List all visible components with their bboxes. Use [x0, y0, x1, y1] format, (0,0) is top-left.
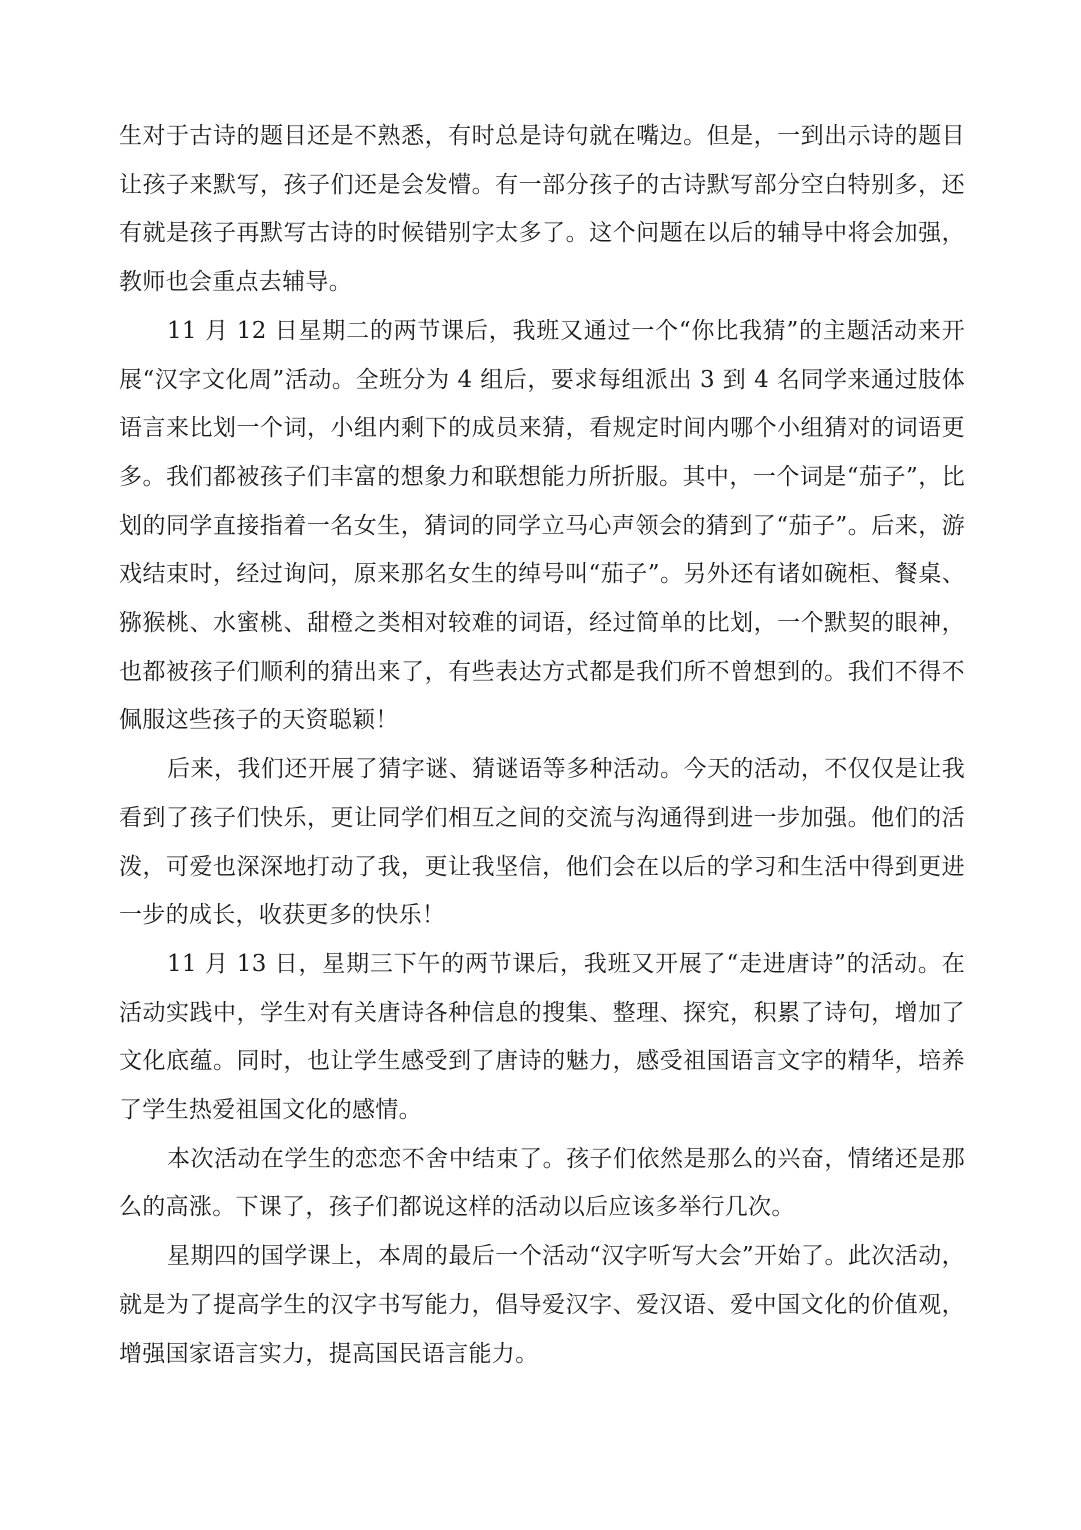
document-body [119, 112, 965, 1378]
paragraph-3: 后来，我们还开展了猜字谜、猜谜语等多种活动。今天的活动，不仅仅是让我看到了孩子们快乐，更让同学们相互之间的交流与沟通得到进一步加强。他们的活泼，可爱也深深地打动了我，更让我坚信，他们会在以后的学习和生活中得到更进一步的成长，收获更多的快乐！ [119, 756, 965, 929]
paragraph-1: 生对于古诗的题目还是不熟悉，有时总是诗句就在嘴边。但是，一到出示诗的题目让孩子来默写，孩子们还是会发懵。有一部分孩子的古诗默写部分空白特别多，还有就是孩子再默写古诗的时候错别字太多了。这个问题在以后的辅导中将会加强，教师也会重点去辅导。 [119, 123, 965, 296]
paragraph-5: 本次活动在学生的恋恋不舍中结束了。孩子们依然是那么的兴奋，情绪还是那么的高涨。下课了，孩子们都说这样的活动以后应该多举行几次。 [119, 1145, 965, 1221]
paragraph-4: 11 月 13 日，星期三下午的两节课后，我班又开展了“走进唐诗”的活动。在活动实践中，学生对有关唐诗各种信息的搜集、整理、探究，积累了诗句，增加了文化底蕴。同时，也让学生感受到了唐诗的魅力，感受祖国语言文字的精华，培养了学生热爱祖国文化的感情。 [119, 950, 965, 1124]
paragraph-2: 11 月 12 日星期二的两节课后，我班又通过一个“你比我猜”的主题活动来开展“汉字文化周”活动。全班分为 4 组后，要求每组派出 3 到 4 名同学来通过肢体语言来比划一个词，小组内剩下的成员来猜，看规定时间内哪个小组猜对的词语更多。我们都被孩子们丰富的想象力和联想能力所折服。其中，一个词是“茄子”，比划的同学直接指着一名女生，猜词的同学立马心声领会的猜到了“茄子”。后来，游戏结束时，经过询问，原来那名女生的绰号叫“茄子”。另外还有诸如碗柜、餐桌、猕猴桃、水蜜桃、甜橙之类相对较难的词语，经过简单的比划，一个默契的眼神，也都被孩子们顺利的猜出来了，有些表达方式都是我们所不曾想到的。我们不得不佩服这些孩子的天资聪颖！ [119, 317, 965, 734]
paragraph-6: 星期四的国学课上，本周的最后一个活动“汉字听写大会”开始了。此次活动，就是为了提高学生的汉字书写能力，倡导爱汉字、爱汉语、爱中国文化的价值观，增强国家语言实力，提高国民语言能力。 [119, 1243, 965, 1367]
